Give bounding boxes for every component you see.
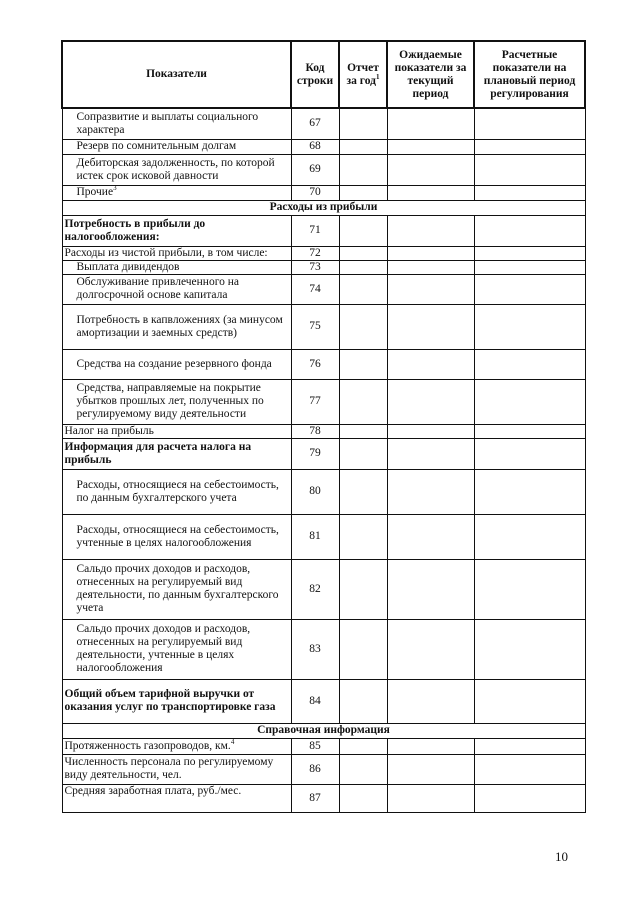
row-label: Информация для расчета налога на прибыль bbox=[62, 438, 291, 469]
cell-empty bbox=[339, 619, 387, 679]
cell-empty bbox=[339, 139, 387, 154]
row-code: 79 bbox=[291, 438, 339, 469]
cell-empty bbox=[339, 154, 387, 185]
table-row bbox=[62, 349, 585, 379]
row-label: Резерв по сомнительным долгам bbox=[62, 139, 291, 154]
row-code: 69 bbox=[291, 154, 339, 185]
cell-empty bbox=[474, 559, 585, 619]
cell-empty bbox=[387, 108, 474, 139]
cell-empty bbox=[339, 754, 387, 784]
row-code: 68 bbox=[291, 139, 339, 154]
table-row bbox=[62, 215, 585, 246]
cell-empty bbox=[339, 424, 387, 438]
table-row bbox=[62, 754, 585, 784]
cell-empty bbox=[474, 619, 585, 679]
row-label: Расходы из чистой прибыли, в том числе: bbox=[62, 246, 291, 260]
row-label: Обслуживание привлеченного на долгосрочной основе капитала bbox=[62, 274, 291, 304]
table-row bbox=[62, 260, 585, 274]
cell-empty bbox=[387, 154, 474, 185]
cell-empty bbox=[339, 246, 387, 260]
header-report-year: Отчет за год$^1$ bbox=[339, 41, 387, 108]
row-code: 82 bbox=[291, 559, 339, 619]
cell-empty bbox=[474, 514, 585, 559]
row-label: Прочие$^3$ bbox=[62, 185, 291, 200]
row-label: Численность персонала по регулируемому виду деятельности, чел. bbox=[62, 754, 291, 784]
row-code: 71 bbox=[291, 215, 339, 246]
cell-empty bbox=[339, 274, 387, 304]
row-code: 86 bbox=[291, 754, 339, 784]
table-row bbox=[62, 784, 585, 812]
cell-empty bbox=[387, 185, 474, 200]
table-row bbox=[62, 619, 585, 679]
cell-empty bbox=[474, 154, 585, 185]
cell-empty bbox=[474, 185, 585, 200]
table-row bbox=[62, 469, 585, 514]
cell-empty bbox=[339, 379, 387, 424]
cell-empty bbox=[339, 469, 387, 514]
table-row bbox=[62, 246, 585, 260]
row-label: Протяженность газопроводов, км.$^4$ bbox=[62, 738, 291, 754]
cell-empty bbox=[387, 304, 474, 349]
table-row bbox=[62, 154, 585, 185]
cell-empty bbox=[339, 784, 387, 812]
cell-empty bbox=[474, 108, 585, 139]
cell-empty bbox=[474, 469, 585, 514]
row-code: 67 bbox=[291, 108, 339, 139]
cell-empty bbox=[387, 514, 474, 559]
row-code: 87 bbox=[291, 784, 339, 812]
cell-empty bbox=[339, 679, 387, 723]
row-label: Сальдо прочих доходов и расходов, отнесенных на регулируемый вид деятельности, учтенные в целях налогообложения bbox=[62, 619, 291, 679]
cell-empty bbox=[339, 559, 387, 619]
table-row bbox=[62, 438, 585, 469]
row-code: 80 bbox=[291, 469, 339, 514]
cell-empty bbox=[387, 559, 474, 619]
section-title: Справочная информация bbox=[62, 723, 585, 738]
row-code: 83 bbox=[291, 619, 339, 679]
row-label: Потребность в прибыли до налогообложения: bbox=[62, 215, 291, 246]
row-code: 74 bbox=[291, 274, 339, 304]
indicators-table bbox=[61, 40, 586, 813]
row-label: Потребность в капвложениях (за минусом амортизации и заемных средств) bbox=[62, 304, 291, 349]
cell-empty bbox=[339, 514, 387, 559]
row-code: 81 bbox=[291, 514, 339, 559]
cell-empty bbox=[474, 215, 585, 246]
table-row bbox=[62, 139, 585, 154]
cell-empty bbox=[474, 679, 585, 723]
table-row bbox=[62, 514, 585, 559]
cell-empty bbox=[339, 215, 387, 246]
row-label: Расходы, относящиеся на себестоимость, учтенные в целях налогообложения bbox=[62, 514, 291, 559]
section-title: Расходы из прибыли bbox=[62, 200, 585, 215]
cell-empty bbox=[387, 424, 474, 438]
cell-empty bbox=[339, 108, 387, 139]
row-label: Выплата дивидендов bbox=[62, 260, 291, 274]
cell-empty bbox=[387, 349, 474, 379]
row-code: 70 bbox=[291, 185, 339, 200]
cell-empty bbox=[474, 379, 585, 424]
row-label: Средства на создание резервного фонда bbox=[62, 349, 291, 379]
row-code: 76 bbox=[291, 349, 339, 379]
cell-empty bbox=[387, 619, 474, 679]
cell-empty bbox=[474, 246, 585, 260]
row-label: Сальдо прочих доходов и расходов, отнесенных на регулируемый вид деятельности, по данным бухгалтерского учета bbox=[62, 559, 291, 619]
row-code: 84 bbox=[291, 679, 339, 723]
cell-empty bbox=[474, 260, 585, 274]
cell-empty bbox=[474, 438, 585, 469]
row-code: 78 bbox=[291, 424, 339, 438]
header-row-code: Код строки bbox=[291, 41, 339, 108]
cell-empty bbox=[387, 246, 474, 260]
cell-empty bbox=[474, 738, 585, 754]
cell-empty bbox=[339, 185, 387, 200]
row-code: 72 bbox=[291, 246, 339, 260]
cell-empty bbox=[387, 379, 474, 424]
cell-empty bbox=[387, 139, 474, 154]
cell-empty bbox=[339, 438, 387, 469]
cell-empty bbox=[339, 304, 387, 349]
table-row bbox=[62, 274, 585, 304]
table-row bbox=[62, 108, 585, 139]
row-label: Налог на прибыль bbox=[62, 424, 291, 438]
cell-empty bbox=[474, 139, 585, 154]
table-row bbox=[62, 304, 585, 349]
table-row bbox=[62, 424, 585, 438]
cell-empty bbox=[474, 349, 585, 379]
table-header-row bbox=[62, 41, 585, 108]
cell-empty bbox=[387, 738, 474, 754]
header-expected: Ожидаемые показатели за текущий период bbox=[387, 41, 474, 108]
cell-empty bbox=[474, 784, 585, 812]
section-header-reference bbox=[62, 723, 585, 738]
cell-empty bbox=[387, 215, 474, 246]
row-label: Сопразвитие и выплаты социального характера bbox=[62, 108, 291, 139]
row-code: 75 bbox=[291, 304, 339, 349]
section-header-profit bbox=[62, 200, 585, 215]
header-indicators: Показатели bbox=[62, 41, 291, 108]
cell-empty bbox=[339, 738, 387, 754]
cell-empty bbox=[387, 784, 474, 812]
cell-empty bbox=[474, 754, 585, 784]
table-row bbox=[62, 559, 585, 619]
page-number: 10 bbox=[555, 849, 568, 864]
cell-empty bbox=[339, 349, 387, 379]
table-row bbox=[62, 379, 585, 424]
cell-empty bbox=[387, 469, 474, 514]
cell-empty bbox=[387, 260, 474, 274]
row-code: 73 bbox=[291, 260, 339, 274]
cell-empty bbox=[474, 274, 585, 304]
row-code: 85 bbox=[291, 738, 339, 754]
cell-empty bbox=[339, 260, 387, 274]
table-row bbox=[62, 185, 585, 200]
cell-empty bbox=[474, 304, 585, 349]
cell-empty bbox=[387, 438, 474, 469]
table-row bbox=[62, 679, 585, 723]
row-code: 77 bbox=[291, 379, 339, 424]
row-label: Общий объем тарифной выручки от оказания услуг по транспортировке газа bbox=[62, 679, 291, 723]
row-label: Дебиторская задолженность, по которой истек срок исковой давности bbox=[62, 154, 291, 185]
header-planned: Расчетные показатели на плановый период регулирования bbox=[474, 41, 585, 108]
cell-empty bbox=[474, 424, 585, 438]
cell-empty bbox=[387, 679, 474, 723]
row-label: Расходы, относящиеся на себестоимость, по данным бухгалтерского учета bbox=[62, 469, 291, 514]
table-row bbox=[62, 738, 585, 754]
row-label: Средняя заработная плата, руб./мес. bbox=[62, 784, 291, 812]
cell-empty bbox=[387, 754, 474, 784]
row-label: Средства, направляемые на покрытие убытков прошлых лет, полученных по регулируемому виду деятельности bbox=[62, 379, 291, 424]
cell-empty bbox=[387, 274, 474, 304]
